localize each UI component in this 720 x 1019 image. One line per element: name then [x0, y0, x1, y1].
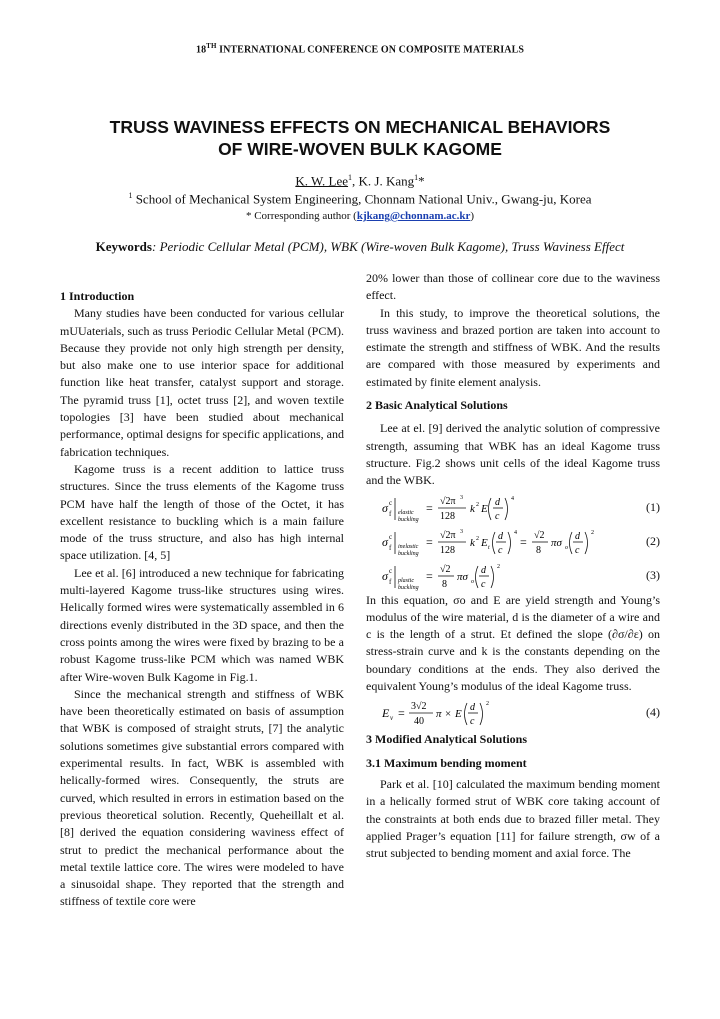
equation-2-number: (2) — [646, 533, 660, 548]
corresponding-author: * Corresponding author (kjkang@chonnam.ac.kr) — [245, 210, 475, 222]
section-3-1-heading: 3.1 Maximum bending moment — [366, 755, 527, 770]
paragraph: Lee at el. [9] derived the analytic solution of compressive strength, assuming that WBK has an ideal Kagome truss structure. Fig.2 shows unit cells of the ideal Kagome truss and the WBK. — [366, 421, 660, 488]
svg-text:σ: σ — [382, 568, 388, 583]
keywords-label: Keywords — [95, 239, 152, 254]
svg-text:σ: σ — [382, 534, 388, 549]
svg-text:d: d — [481, 564, 486, 576]
equation-2 — [366, 524, 660, 558]
equation-3 — [366, 558, 660, 592]
paragraph: In this study, to improve the theoretical solutions, the truss waviness and brazed portion are taken into account to estimate the strength and stiffness of WBK. And the results are compared with those measured by experiments and estimated by finite element analysis. — [366, 305, 660, 389]
svg-text:2: 2 — [476, 501, 479, 508]
svg-text:c: c — [495, 510, 500, 522]
svg-text:c: c — [470, 716, 475, 728]
svg-text:√2π: √2π — [440, 495, 456, 507]
svg-text:c: c — [575, 544, 580, 556]
svg-text:√2π: √2π — [440, 529, 456, 541]
svg-text:=: = — [398, 706, 405, 721]
svg-text:√2: √2 — [440, 563, 451, 575]
svg-text:c: c — [389, 566, 393, 575]
svg-text:d: d — [575, 530, 580, 542]
svg-text:buckling: buckling — [398, 584, 419, 591]
svg-text:40: 40 — [414, 716, 424, 728]
svg-text:πσ: πσ — [551, 536, 562, 549]
paper-title — [60, 116, 660, 160]
svg-text:c: c — [481, 578, 486, 590]
svg-text:=: = — [520, 534, 527, 549]
right-column — [366, 270, 660, 862]
svg-text:8: 8 — [442, 578, 447, 590]
svg-text:k: k — [470, 536, 475, 549]
svg-text:πσ: πσ — [457, 570, 468, 583]
left-column — [60, 288, 344, 911]
svg-text:8: 8 — [536, 544, 541, 556]
title-line-1: TRUSS WAVINESS EFFECTS ON MECHANICAL BEHAVIORS — [109, 117, 611, 137]
equation-4-formula — [378, 695, 578, 729]
author-list: K. W. Lee$^1$, K. J. Kang$^1$* — [295, 173, 425, 189]
svg-text:d: d — [498, 530, 503, 542]
svg-text:2: 2 — [497, 563, 500, 570]
svg-text:buckling: buckling — [398, 550, 419, 557]
svg-text:c: c — [389, 532, 393, 541]
svg-text:E: E — [455, 708, 462, 721]
svg-text:=: = — [426, 534, 433, 549]
equation-1 — [366, 490, 660, 524]
svg-text:f: f — [389, 509, 392, 518]
svg-text:π: π — [436, 708, 442, 721]
svg-text:3: 3 — [460, 494, 463, 501]
section-2-heading: 2 Basic Analytical Solutions — [366, 398, 508, 413]
svg-text:3: 3 — [460, 528, 463, 535]
svg-text:v: v — [390, 714, 394, 723]
svg-text:3√2: 3√2 — [411, 701, 427, 713]
keywords — [60, 238, 660, 256]
paragraph: Kagome truss is a recent addition to lattice truss structures. Since the truss elements of the Kagome truss PCM have half the length of those of the Octet, it has excellent resistance to buckling which is a main failure mode of the truss structure, and also has high internal space utilization. [4, 5] — [60, 461, 344, 563]
svg-text:f: f — [389, 543, 392, 552]
svg-text:128: 128 — [440, 544, 455, 556]
svg-text:k: k — [470, 502, 475, 515]
running-header-sup: TH — [206, 42, 217, 50]
running-header: 18TH INTERNATIONAL CONFERENCE ON COMPOSITE MATERIALS — [195, 42, 525, 56]
equation-3-formula — [378, 558, 578, 592]
svg-text:d: d — [495, 496, 500, 508]
equation-1-number: (1) — [646, 499, 660, 514]
svg-text:inelastic: inelastic — [398, 543, 419, 550]
affiliation: $^1$ School of Mechanical System Engineering, Chonnam National Univ., Gwang-ju, Korea — [128, 191, 592, 207]
equation-4 — [366, 695, 660, 729]
svg-text:4: 4 — [511, 495, 514, 502]
equation-1-formula — [378, 490, 578, 524]
svg-text:t: t — [488, 544, 490, 551]
equation-2-formula — [378, 524, 598, 558]
section-1-heading: 1 Introduction — [60, 289, 135, 303]
paragraph: 20% lower than those of collinear core due to the waviness effect. — [366, 271, 660, 303]
svg-text:o: o — [565, 544, 568, 551]
svg-text:2: 2 — [476, 535, 479, 542]
paragraph: Since the mechanical strength and stiffness of WBK have been theoretically estimated on basis of assumption that WBK is composed of straight struts, [7] the analytic solutions sometimes give substantial errors compared with experimental results. In fact, WBK is assembled with helically-formed wires. Consequently, the struts are curved, which resulted in errors in estimation based on the previous theoretical solution. Recently, Queheillalt et al. [8] derived the equation considering waviness effect of strut to predict the mechanical performance about the metal textile lattice core. The wires were modeled to have a sinusoidal shape. They reported that the strength and stiffness of textile core were — [60, 686, 344, 909]
paragraph: Many studies have been conducted for various cellular mUUaterials, such as truss Periodic Cellular Metal (PCM). Because they provide not only high strength per density, but also make one to use interior space for additional function like heat transfer, catalyst support and storage. The pyramid truss [1], octet truss [2], and woven textile topologies [3] have been studied about mechanical performance, optimal designs for specific applications, and fabrication techniques. — [60, 306, 344, 459]
paragraph: Park et al. [10] calculated the maximum bending moment in a helically formed strut of WBK core taking account of the constraints at both ends due to brazed filler metal. They applied Prager’s equation [11] for failure strength, σw of a strut subjected to bending moment and axial force. The — [366, 776, 660, 861]
keywords-text: : Periodic Cellular Metal (PCM), WBK (Wire-woven Bulk Kagome), Truss Waviness Effect — [151, 239, 625, 254]
section-3-heading: 3 Modified Analytical Solutions — [366, 732, 528, 747]
author-2: , K. J. Kang — [352, 173, 415, 189]
svg-text:d: d — [470, 702, 475, 714]
equation-4-number: (4) — [646, 705, 660, 720]
svg-text:c: c — [498, 544, 503, 556]
equation-3-number: (3) — [646, 567, 660, 582]
author-1: K. W. Lee — [295, 173, 349, 189]
svg-text:f: f — [389, 577, 392, 586]
svg-text:o: o — [471, 578, 474, 585]
svg-text:buckling: buckling — [398, 516, 419, 523]
svg-text:×: × — [445, 708, 452, 721]
svg-text:plastic: plastic — [398, 577, 414, 584]
svg-text:elastic: elastic — [398, 509, 414, 516]
svg-text:√2: √2 — [534, 529, 545, 541]
author-email-link[interactable]: kjkang@chonnam.ac.kr — [356, 210, 471, 222]
svg-text:c: c — [389, 498, 393, 507]
paragraph: In this equation, σo and E are yield strength and Young’s modulus of the wire material, d is the diameter of a wire and c is the length of a strut. Et defined the slope (∂σ/∂ε) on stress-strain curve and k is the constants depending on the boundary conditions at the ends. They also derived the equivalent Young’s modulus of the ideal Kagome truss. — [366, 592, 660, 694]
svg-text:σ: σ — [382, 500, 388, 515]
svg-text:=: = — [426, 500, 433, 515]
svg-text:E: E — [481, 502, 488, 515]
svg-text:128: 128 — [440, 510, 455, 522]
svg-text:E: E — [481, 536, 488, 549]
svg-text:E: E — [382, 706, 390, 721]
title-line-2: OF WIRE-WOVEN BULK KAGOME — [218, 139, 502, 159]
paragraph: Lee et al. [6] introduced a new technique for fabricating multi-layered Kagome truss-like structures using wires. Helically formed wires were systematically assembled in 6 directions evenly distributed in the 3D space, and then the cross points among the wires were fixed by brazing to be a robust Kagome truss-like PCM which was named WBK after Wire-woven Bulk Kagome in Fig.1. — [60, 565, 344, 684]
svg-text:=: = — [426, 568, 433, 583]
svg-text:4: 4 — [514, 529, 517, 536]
svg-text:2: 2 — [591, 529, 594, 536]
svg-text:2: 2 — [486, 701, 489, 708]
